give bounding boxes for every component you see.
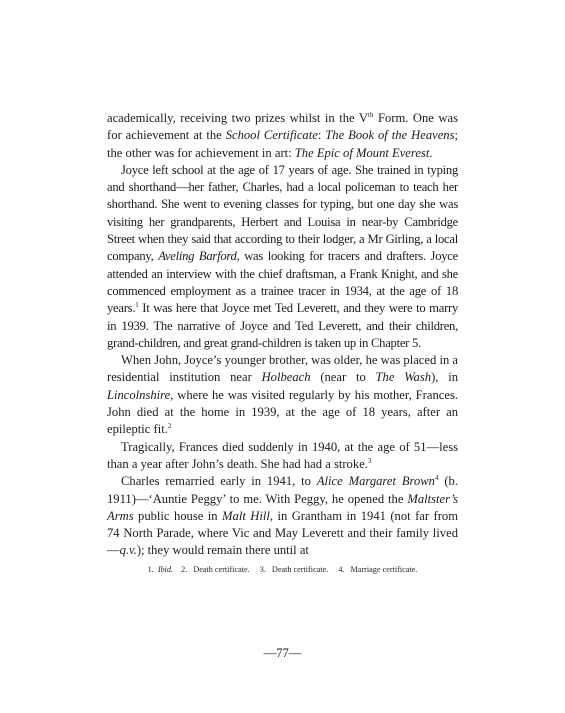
italic-text: Holbeach: [261, 370, 311, 385]
text-run: public house in: [133, 508, 223, 523]
text-run: .: [429, 145, 433, 160]
text-run: academically, receiving two prizes whilst in the V: [107, 111, 368, 125]
text-run: It was here that Joyce met Ted Leverett, and they were to marry in 1939. The narrative of Joyce and Ted Leverett, and their children, grand-children, and great grand-children is taken up in Chapter 5.: [107, 301, 458, 350]
footnote: [146, 565, 173, 574]
paragraph: [107, 110, 458, 162]
text-run: Charles remarried early in 1941, to: [121, 474, 317, 489]
body-text: [107, 110, 458, 560]
text-run: , where he was visited regularly by his mother, Frances. John died at the home in 1939, at the age of 18 years, after an epileptic fit.: [107, 387, 458, 437]
footnote-ref: 1: [135, 301, 139, 310]
text-run: (b. 1911)—‘Auntie Peggy’ to me. With Peggy, he opened the: [107, 474, 458, 506]
footnote-number: 3.: [259, 565, 266, 574]
paragraph: [107, 352, 458, 438]
italic-text: Malt Hill: [222, 508, 270, 523]
text-run: Tragically, Frances died suddenly in 1940, at the age of 51—less than a year after John’s death. She had had a stroke.: [107, 439, 458, 471]
footnote-text: Death certificate.: [271, 565, 329, 574]
text-run: Joyce left school at the age of 17 years of age. She trained in typing and shorthand—her father, Charles, had a local policeman to teach her shorthand. She went to evening classes for typing, but one day she was visiting her grandparents, Herbert and Louisa in near-by Cambridge Street when they said that according to their lodger, a Mr Girling, a local company,: [107, 162, 458, 264]
text-run: , was looking for tracers and drafters. Joyce attended an interview with the chief draftsman, a Frank Knight, and she commenced employment as a trainee tracer in 1934, at the age of 18 years.: [107, 249, 458, 316]
text-run: ; the other was for achievement in art:: [107, 128, 458, 160]
text-run: :: [317, 128, 326, 143]
footnote-text: Ibid.: [157, 565, 174, 574]
footnote: [336, 565, 419, 574]
page-number: —77—: [263, 646, 302, 660]
italic-text: The Epic of Mount Everest: [294, 145, 430, 160]
italic-text: The Book of the Heavens: [325, 128, 455, 143]
paragraph: [107, 439, 458, 474]
text-run: Form. One was for achievement at the: [107, 111, 458, 143]
paragraph: [107, 473, 458, 559]
italic-text: q.v.: [119, 543, 137, 558]
italic-text: Aveling Barford: [158, 249, 237, 264]
text-run: ), in: [431, 370, 458, 385]
text-run: When John, Joyce’s younger brother, was older, he was placed in a residential institution near: [107, 353, 458, 385]
footnote-number: 4.: [338, 565, 345, 574]
paragraph: [107, 162, 458, 352]
text-run: (near to: [310, 370, 376, 385]
italic-text: School Certificate: [225, 128, 318, 143]
footnote: [179, 565, 252, 574]
italic-text: Lincolnshire: [107, 387, 171, 402]
footnote-number: 2.: [181, 565, 188, 574]
text-run: ); they would remain there until at: [136, 543, 309, 558]
footnote-text: Marriage certificate.: [350, 565, 418, 574]
text-run: , in Grantham in 1941 (not far from 74 North Parade, where Vic and May Leverett and their family lived—: [107, 508, 458, 558]
footnote: [258, 565, 331, 574]
footnote-ref: 2: [167, 422, 172, 431]
footnote-ref: 4: [434, 474, 439, 483]
footnote-ref: 3: [367, 456, 372, 465]
italic-text: Maltster’s Arms: [107, 491, 458, 523]
italic-text: The Wash: [375, 370, 432, 385]
footnotes: [107, 564, 458, 576]
footnote-ref: th: [368, 110, 374, 119]
footnote-number: 1.: [147, 565, 154, 574]
italic-text: Alice Margaret Brown: [316, 474, 435, 489]
footnote-text: Death certificate.: [193, 565, 250, 574]
